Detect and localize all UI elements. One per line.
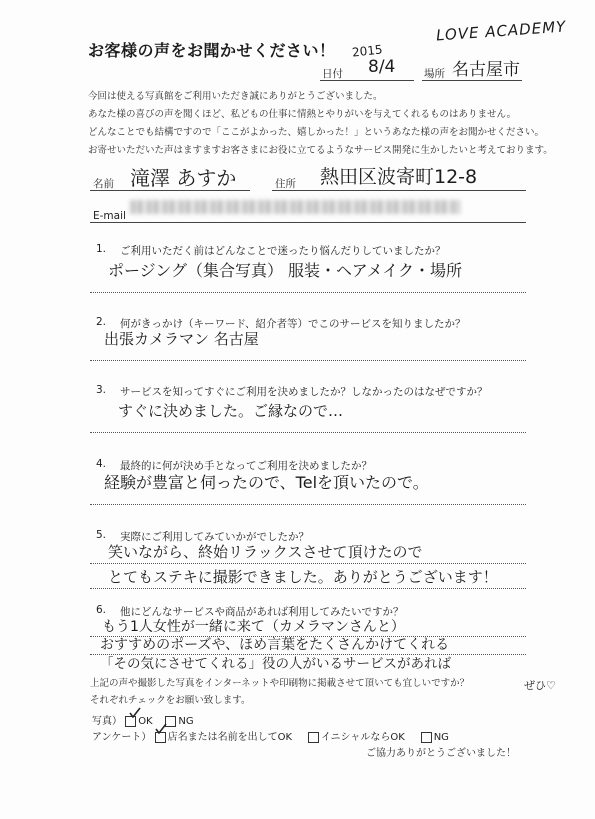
q6-number: 6. xyxy=(96,604,107,616)
q1-answer: ポージング（集合写真） 服装・ヘアメイク・場所 xyxy=(108,261,462,280)
form-title: お客様の声をお聞かせください！ xyxy=(88,41,336,60)
enquete-initial-ok-label: イニシャルならOK xyxy=(320,732,405,743)
email-underline xyxy=(90,222,526,223)
intro-line: あなた様の喜びの声を聞くほど、私どもの仕事に情熱とやりがいを与えてくれるものはありません。 xyxy=(88,109,517,120)
q1-text: ご利用いただく前はどんなことで迷ったり悩んだりしていましたか？ xyxy=(120,245,446,257)
q4-text: 最終的に何が決め手となってご利用を決めましたか？ xyxy=(120,460,372,472)
q5-number: 5. xyxy=(96,529,107,541)
name-label: 名前 xyxy=(93,178,114,190)
q2-answer: 出張カメラマン 名古屋 xyxy=(104,330,259,348)
address-value: 熱田区波寄町12-8 xyxy=(320,166,478,188)
name-value: 滝澤 あすか xyxy=(130,166,237,190)
photo-consent-row xyxy=(92,712,194,727)
email-redacted xyxy=(130,200,460,214)
q4-answer: 経験が豊富と伺ったので、Telを頂いたので。 xyxy=(104,473,429,492)
address-label: 住所 xyxy=(275,178,296,190)
q6-answer: もう1人女性が一緒に来て（カメラマンさんと） xyxy=(102,619,405,635)
intro-line: お寄せいただいた声はますますお客さまにお役に立てるようなサービス開発に生かしたいと考えております。 xyxy=(88,145,553,156)
enquete-name-ok-label: 店名または名前を出してOK xyxy=(167,732,293,743)
place-label: 場所 xyxy=(424,68,445,80)
brand-handwritten: LOVE ACADEMY xyxy=(435,17,567,45)
q2-number: 2. xyxy=(96,316,107,328)
date-label: 日付 xyxy=(322,68,343,80)
date-value: 8/4 xyxy=(368,57,396,77)
enquete-label: アンケート） xyxy=(92,732,152,743)
q3-text: サービスを知ってすぐにご利用を決めましたか？しなかったのはなぜですか？ xyxy=(120,386,488,398)
name-underline xyxy=(90,190,250,191)
enquete-consent-row xyxy=(92,728,449,743)
footer-note: 上記の声や撮影した写真をインターネットや印刷物に掲載させて頂いても宜しいですか？ xyxy=(90,678,470,689)
year-handwritten: 2015 xyxy=(351,42,384,60)
answer-line xyxy=(90,504,526,505)
answer-line xyxy=(90,588,526,589)
q4-number: 4. xyxy=(96,458,107,470)
q5-text: 実際にご利用してみていかがでしたか？ xyxy=(120,531,309,543)
enquete-ng-checkbox[interactable] xyxy=(421,732,432,743)
q3-number: 3. xyxy=(96,384,107,396)
photo-ng-label: NG xyxy=(178,716,194,727)
place-value: 名古屋市 xyxy=(452,60,520,80)
q6-answer: おすすめのポーズや、ほめ言葉をたくさんかけてくれる xyxy=(100,637,450,653)
photo-label: 写真） xyxy=(92,716,122,727)
check-mark-icon xyxy=(154,722,168,736)
footer-note: それぞれチェックをお願い致します。 xyxy=(90,695,251,706)
q3-answer: すぐに決めました。ご縁なので… xyxy=(118,402,344,420)
email-label: E-mail xyxy=(93,210,126,222)
postscript-handwritten: ぜひ♡ xyxy=(524,679,556,692)
answer-line xyxy=(90,292,526,293)
enquete-initial-ok-checkbox[interactable] xyxy=(308,732,319,743)
intro-line: どんなことでも結構ですので「ここがよかった、嬉しかった！」というあなた様の声をお聞かせください。 xyxy=(88,127,545,138)
q5-answer: 笑いながら、終始リラックスさせて頂けたので xyxy=(108,543,423,561)
answer-line xyxy=(90,360,526,361)
place-underline xyxy=(422,80,522,81)
q2-text: 何がきっかけ（キーワード、紹介者等）でこのサービスを知りましたか？ xyxy=(120,318,466,330)
q6-answer: 「その気にさせてくれる」役の人がいるサービスがあれば xyxy=(100,656,451,672)
q5-answer: とてもステキに撮影できました。ありがとうございます！ xyxy=(108,568,498,586)
check-mark-icon xyxy=(128,706,142,720)
answer-line xyxy=(90,432,526,433)
photo-ok-label: OK xyxy=(138,716,153,727)
enquete-ng-label: NG xyxy=(433,732,449,743)
address-underline xyxy=(272,190,526,191)
answer-line xyxy=(90,563,526,564)
date-underline xyxy=(320,80,414,81)
q1-number: 1. xyxy=(96,243,107,255)
thanks-text: ご協力ありがとうございました！ xyxy=(366,748,516,759)
intro-line: 今回は使える写真館をご利用いただき誠にありがとうございました。 xyxy=(88,91,383,102)
q6-text: 他にどんなサービスや商品があれば利用してみたいですか？ xyxy=(120,606,404,618)
